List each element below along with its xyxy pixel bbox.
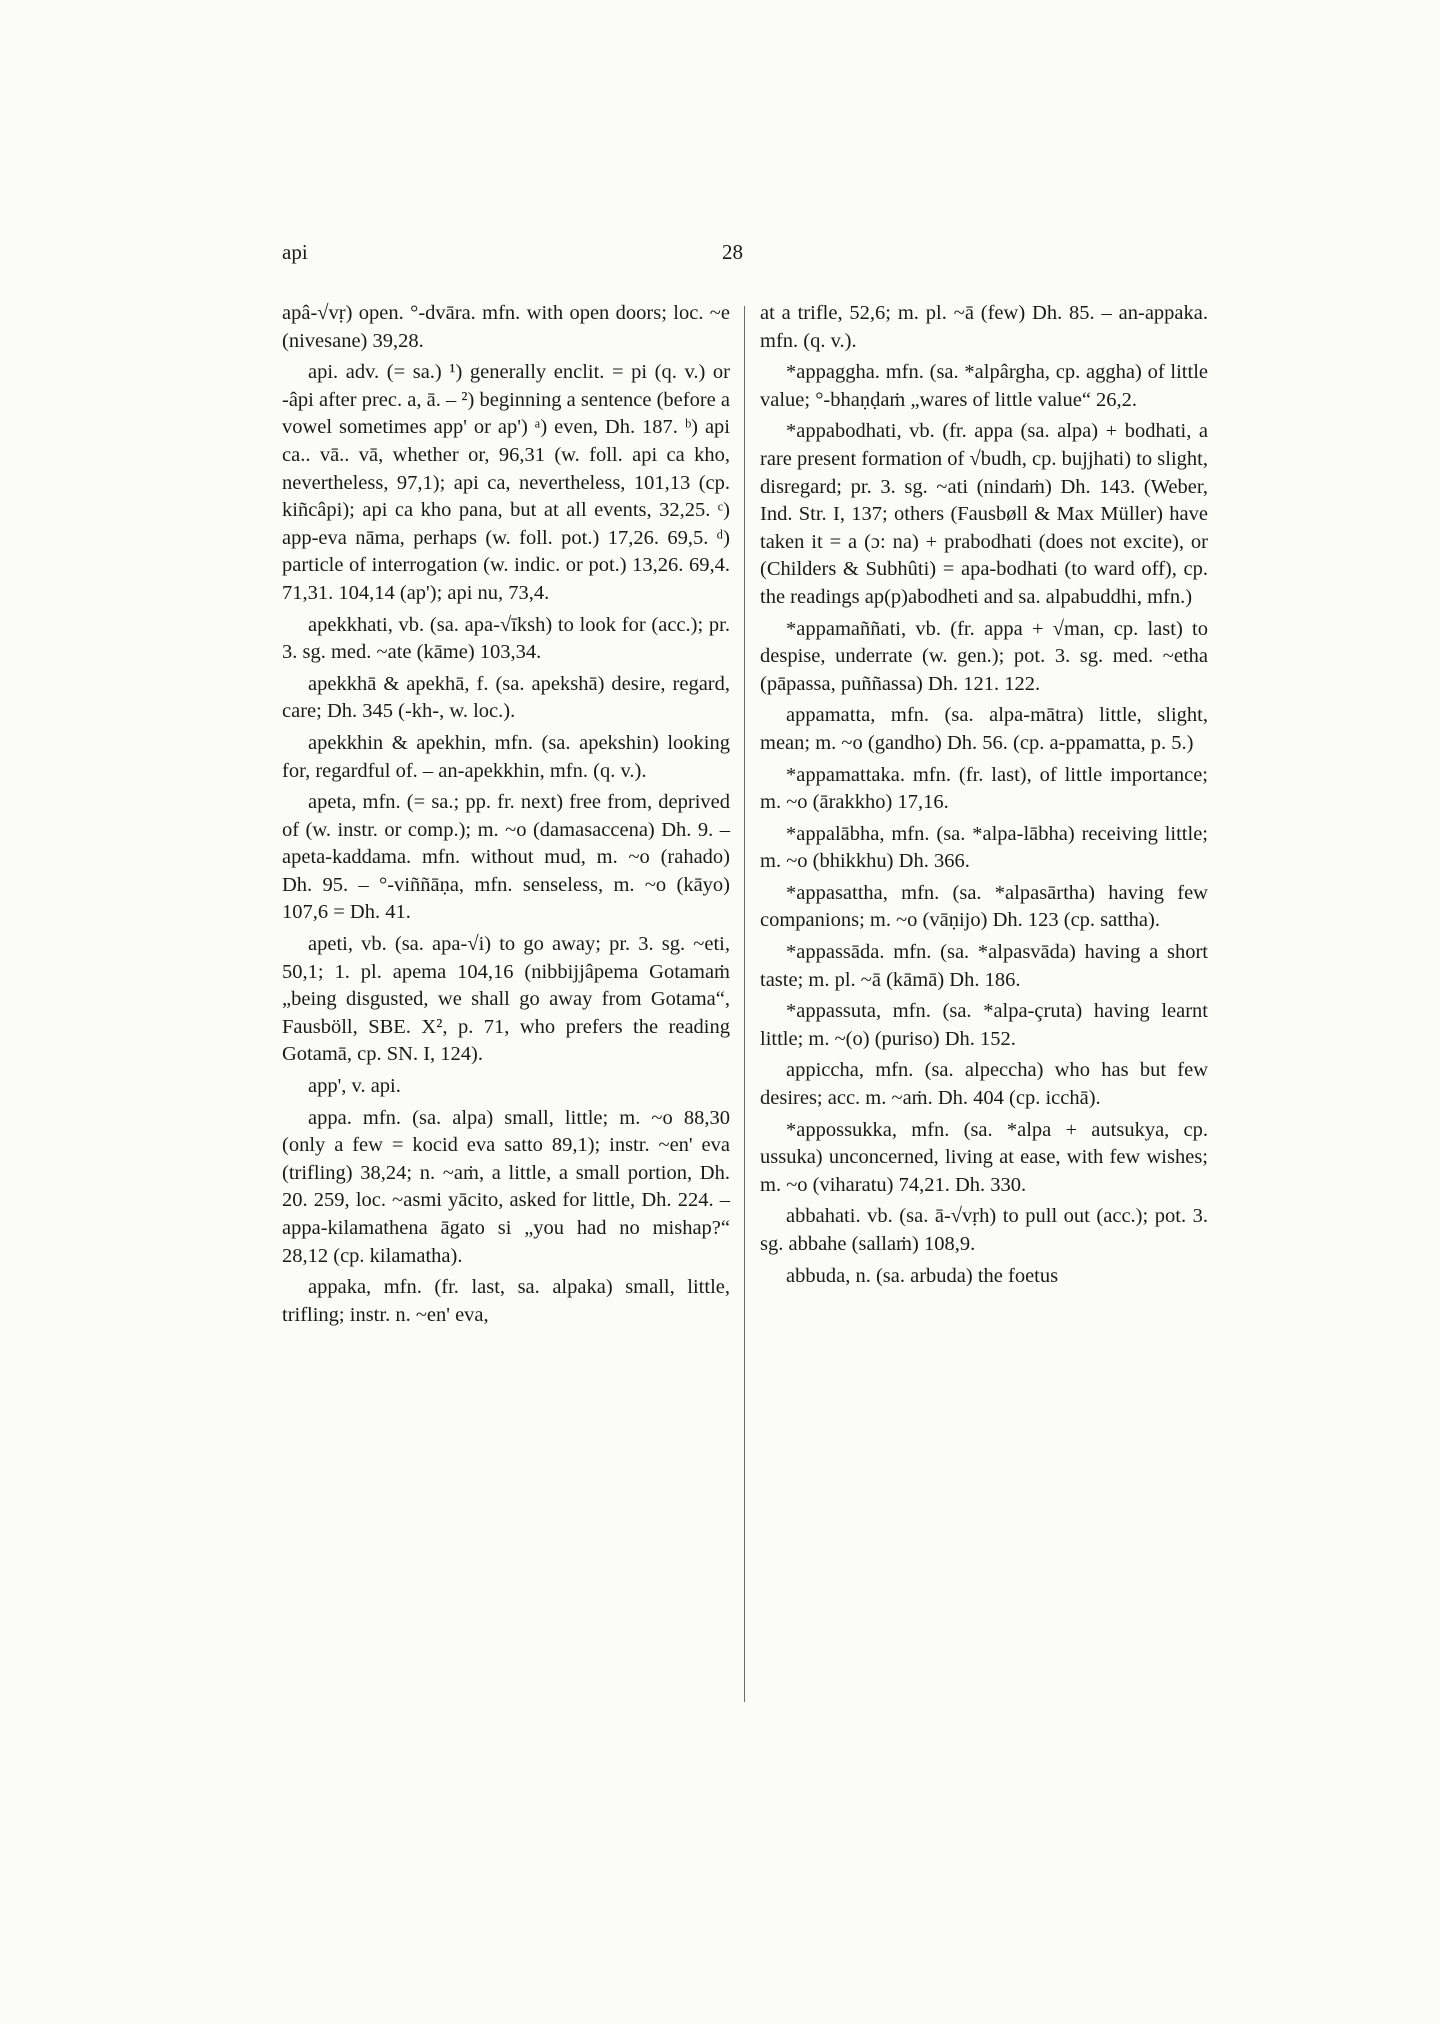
dictionary-entry: *appaggha. mfn. (sa. *alpârgha, cp. aggha) of little value; °-bhaṇḍaṁ „wares of little value“ 26,2. <box>760 361 1208 411</box>
running-head-word: api <box>282 240 308 264</box>
dictionary-entry: *appamaññati, vb. (fr. appa + √man, cp. last) to despise, underrate (w. gen.); pot. 3. sg. med. ~etha (pāpassa, puññassa) Dh. 121. 122. <box>760 617 1208 695</box>
page-number: 28 <box>722 240 743 264</box>
right-column <box>760 300 1208 1294</box>
dictionary-entry: *appossukka, mfn. (sa. *alpa + autsukya, cp. ussuka) unconcerned, living at ease, with few wishes; m. ~o (viharatu) 74,21. Dh. 330. <box>760 1118 1208 1196</box>
dictionary-entry: apeti, vb. (sa. apa-√i) to go away; pr. 3. sg. ~eti, 50,1; 1. pl. apema 104,16 (nibbijjâpema Gotamaṁ „being disgusted, we shall go away from Gotama“, Fausböll, SBE. X², p. 71, who prefers the reading Gotamā, cp. SN. I, 124). <box>282 933 730 1066</box>
dictionary-entry: *appamattaka. mfn. (fr. last), of little importance; m. ~o (ārakkho) 17,16. <box>760 763 1208 814</box>
dictionary-entry: *appasattha, mfn. (sa. *alpasārtha) having few companions; m. ~o (vāṇijo) Dh. 123 (cp. sattha). <box>760 881 1208 932</box>
dictionary-entry: api. adv. (= sa.) ¹) generally enclit. = pi (q. v.) or -âpi after prec. a, ā. – ²) beginning a sentence (before a vowel sometimes app' or ap') ᵃ) even, Dh. 187. ᵇ) api ca.. vā.. vā, whether or, 96,31 (w. foll. api ca kho, nevertheless, 97,1); api ca, nevertheless, 101,13 (cp. kiñcâpi); api ca kho pana, but at all events, 32,25. ᶜ) app-eva nāma, perhaps (w. foll. pot.) 17,26. 69,5. ᵈ) particle of interrogation (w. indic. or pot.) 13,26. 69,4. 71,31. 104,14 (ap'); api nu, 73,4. <box>282 361 730 604</box>
dictionary-entry: abbahati. vb. (sa. ā-√vṛh) to pull out (acc.); pot. 3. sg. abbahe (sallaṁ) 108,9. <box>760 1205 1208 1255</box>
dictionary-entry: at a trifle, 52,6; m. pl. ~ā (few) Dh. 85. – an-appaka. mfn. (q. v.). <box>760 302 1208 352</box>
dictionary-entry: apekkhin & apekhin, mfn. (sa. apekshin) looking for, regardful of. – an-apekkhin, mfn. (q. v.). <box>282 731 730 782</box>
dictionary-entry: *appassuta, mfn. (sa. *alpa-çruta) having learnt little; m. ~(o) (puriso) Dh. 152. <box>760 1000 1208 1050</box>
left-column <box>282 300 730 1333</box>
dictionary-entry: appiccha, mfn. (sa. alpeccha) who has but few desires; acc. m. ~aṁ. Dh. 404 (cp. icchā). <box>760 1059 1208 1110</box>
dictionary-entry: appa. mfn. (sa. alpa) small, little; m. ~o 88,30 (only a few = kocid eva satto 89,1); instr. ~en' eva (trifling) 38,24; n. ~aṁ, a little, a small portion, Dh. 20. 259, loc. ~asmi yācito, asked for little, Dh. 224. – appa-kilamathena āgato si „you had no mishap?“ 28,12 (cp. kilamatha). <box>282 1106 730 1267</box>
dictionary-entry: apâ-√vṛ) open. °-dvāra. mfn. with open doors; loc. ~e (nivesane) 39,28. <box>282 302 730 352</box>
dictionary-entry: app', v. api. <box>308 1075 401 1098</box>
dictionary-entry: *appassāda. mfn. (sa. *alpasvāda) having a short taste; m. pl. ~ā (kāmā) Dh. 186. <box>760 941 1208 991</box>
dictionary-entry: abbuda, n. (sa. arbuda) the foetus <box>786 1264 1059 1287</box>
column-divider <box>744 306 745 1702</box>
dictionary-entry: apeta, mfn. (= sa.; pp. fr. next) free from, deprived of (w. instr. or comp.); m. ~o (damasaccena) Dh. 9. – apeta-kaddama. mfn. without mud, m. ~o (rahado) Dh. 95. – °-viññāṇa, mfn. senseless, m. ~o (kāyo) 107,6 = Dh. 41. <box>282 791 730 924</box>
dictionary-entry: *appabodhati, vb. (fr. appa (sa. alpa) + bodhati, a rare present formation of √budh, cp. bujjhati) to slight, disregard; pr. 3. sg. ~ati (nindaṁ) Dh. 143. (Weber, Ind. Str. I, 137; others (Fausbøll & Max Müller) have taken it = a (ɔ: na) + prabodhati (does not excite), or (Childers & Subhûti) = apa-bodhati (to ward off), cp. the readings ap(p)abodheti and sa. alpabuddhi, mfn.) <box>760 420 1208 608</box>
dictionary-entry: *appalābha, mfn. (sa. *alpa-lābha) receiving little; m. ~o (bhikkhu) Dh. 366. <box>760 822 1208 873</box>
dictionary-entry: apekkhati, vb. (sa. apa-√īksh) to look for (acc.); pr. 3. sg. med. ~ate (kāme) 103,34. <box>282 613 730 664</box>
dictionary-entry: appamatta, mfn. (sa. alpa-mātra) little, slight, mean; m. ~o (gandho) Dh. 56. (cp. a-ppamatta, p. 5.) <box>760 704 1208 754</box>
dictionary-entry: appaka, mfn. (fr. last, sa. alpaka) small, little, trifling; instr. n. ~en' eva, <box>282 1276 730 1326</box>
dictionary-entry: apekkhā & apekhā, f. (sa. apekshā) desire, regard, care; Dh. 345 (-kh-, w. loc.). <box>282 672 730 723</box>
